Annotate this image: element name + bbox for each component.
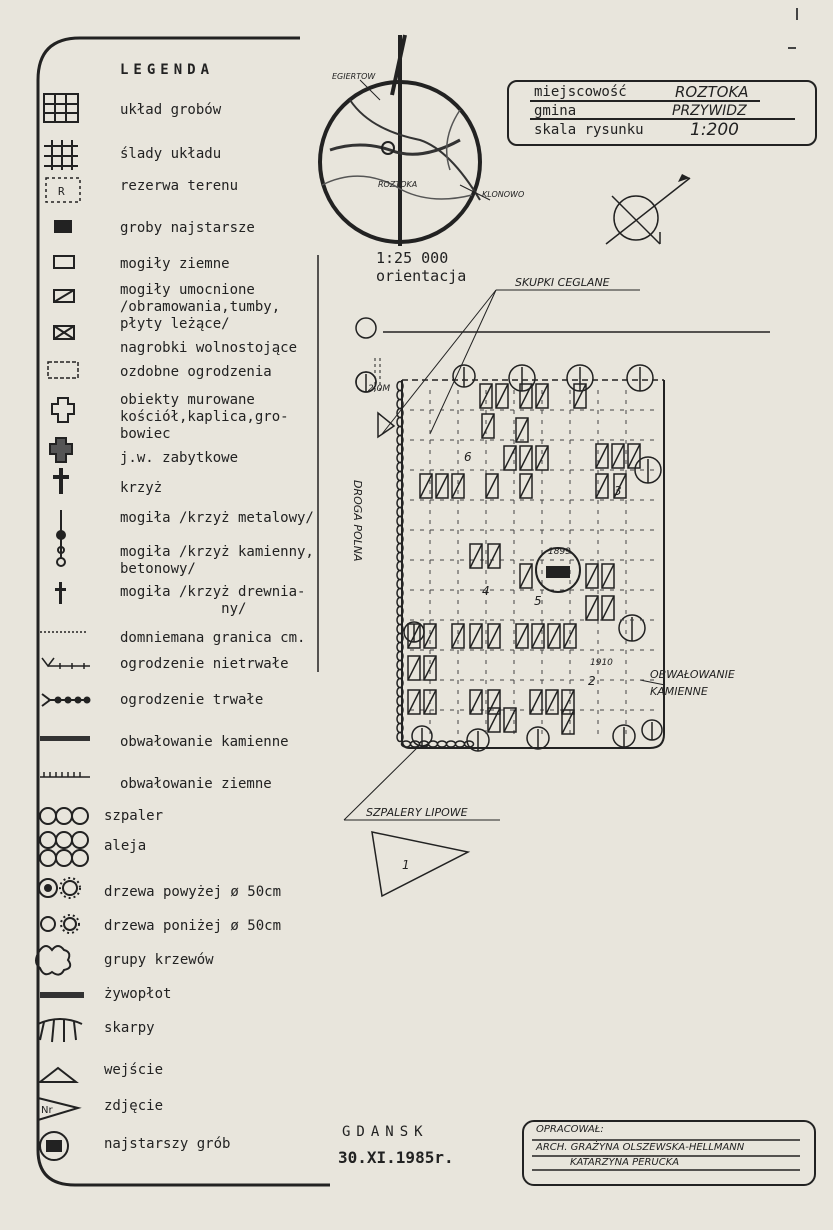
legend-label-stone-cross: mogiła /krzyż kamienny, betonowy/	[120, 544, 314, 577]
grave-slash	[628, 444, 640, 468]
grave-slash	[602, 564, 614, 588]
photo-number-2: 2	[588, 674, 596, 688]
grave-slash	[516, 624, 528, 648]
author-2: KATARZYNA PERUCKA	[570, 1157, 680, 1168]
scale-value: 1:200	[690, 120, 739, 140]
grave-slash	[470, 624, 482, 648]
grave-slash	[496, 384, 508, 408]
legend-label-empty-rect: mogiły ziemne	[120, 256, 230, 272]
legend-label-shrub: grupy krzewów	[104, 952, 214, 968]
footer-date: 30.XI.1985r.	[338, 1148, 454, 1167]
legend-label-slashed-rect: mogiły umocnione /obramowania,tumby, płyty leżące/	[120, 282, 281, 332]
grave-slash	[504, 446, 516, 470]
label-lime-rows: SZPALERY LIPOWE	[366, 806, 468, 819]
label-field-road: DROGA POLNA	[351, 480, 364, 562]
grave-slash	[488, 624, 500, 648]
legend-label-big-tree: drzewa powyżej ø 50cm	[104, 884, 282, 900]
svg-text:R: R	[58, 185, 65, 198]
legend-label-hedge-row: szpaler	[104, 808, 164, 824]
grave-slash	[488, 544, 500, 568]
legend-label-small-tree: drzewa poniżej ø 50cm	[104, 918, 282, 934]
fence-bead	[447, 741, 456, 747]
label-brick-piles: SKUPKI CEGLANE	[515, 276, 610, 289]
legend-title: LEGENDA	[120, 62, 215, 78]
legend-label-filled-rect: groby najstarsze	[120, 220, 255, 236]
legend-label-earth-embankment: obwałowanie ziemne	[120, 776, 272, 792]
photo-number-5: 5	[534, 594, 542, 608]
photo-number-4: 4	[482, 584, 490, 598]
grave-slash	[564, 624, 576, 648]
scale-label: skala rysunku	[534, 122, 644, 138]
legend-label-church: obiekty murowane kościół,kaplica,gro- bowiec	[120, 392, 289, 442]
grave-slash	[520, 564, 532, 588]
grave-slash	[586, 564, 598, 588]
legend-label-stone-embankment: obwałowanie kamienne	[120, 734, 289, 750]
grave-slash	[520, 446, 532, 470]
grave-slash	[520, 474, 532, 498]
legend-label-hedge: żywopłot	[104, 986, 172, 1002]
grave-slash	[536, 384, 548, 408]
legend-label-oldest-grave: najstarszy grób	[104, 1136, 231, 1152]
grave-slash	[532, 624, 544, 648]
footer-city: GDANSK	[342, 1124, 429, 1140]
place-roztoka: ROZTOKA	[378, 180, 418, 189]
legend-label-alley: aleja	[104, 838, 147, 854]
commune-value: PRZYWIDZ	[672, 103, 747, 119]
grave-slash	[596, 474, 608, 498]
grave-slash	[602, 596, 614, 620]
orientation-label: orientacja	[376, 267, 467, 285]
grave-slash	[408, 656, 420, 680]
commune-label: gmina	[534, 103, 577, 119]
fence-bead	[456, 741, 465, 747]
photo-number-6: 6	[464, 450, 472, 464]
photo-number-1: 1	[402, 858, 410, 872]
year-1899: 1899	[548, 547, 571, 557]
place-label: miejscowość	[534, 84, 627, 100]
grave-slash	[486, 474, 498, 498]
grave-slash	[612, 444, 624, 468]
author-1: ARCH. GRAŻYNA OLSZEWSKA-HELLMANN	[536, 1142, 745, 1153]
grave-slash	[586, 596, 598, 620]
legend-label-reserve: rezerwa terenu	[120, 178, 239, 194]
grave-slash	[536, 446, 548, 470]
grave-slash	[470, 544, 482, 568]
label-stone-embankment: OBWAŁOWANIE KAMIENNE	[650, 668, 735, 698]
legend-label-temp-fence: ogrodzenie nietrwałe	[120, 656, 289, 672]
legend-label-fence: ogrodzenie trwałe	[120, 692, 264, 708]
legend-label-slope: skarpy	[104, 1020, 155, 1036]
photo-number-3: 3	[614, 484, 622, 498]
legend-label-dotted-line: domniemana granica cm.	[120, 630, 306, 646]
legend-label-entrance: wejście	[104, 1062, 164, 1078]
legend-label-dashed-rect: ozdobne ogrodzenia	[120, 364, 272, 380]
legend-label-metal-cross: mogiła /krzyż metalowy/	[120, 510, 314, 526]
grave-slash	[482, 414, 494, 438]
label-road-width: 2,0M	[368, 384, 391, 394]
grave-slash	[548, 624, 560, 648]
place-value: ROZTOKA	[675, 83, 749, 101]
legend-label-crossed-rect: nagrobki wolnostojące	[120, 340, 298, 356]
legend-label-photo: zdjęcie	[104, 1098, 164, 1114]
grave-slash	[420, 474, 432, 498]
legend-label-wood-cross: mogiła /krzyż drewnia- ny/	[120, 584, 306, 617]
legend-label-church-historic: j.w. zabytkowe	[120, 450, 239, 466]
fence-bead	[438, 741, 447, 747]
grave-slash	[516, 418, 528, 442]
grave-slash	[596, 444, 608, 468]
legend-label-grid-trace: ślady układu	[120, 146, 222, 162]
place-klonowo: KLONOWO	[482, 190, 525, 199]
grave-slash	[436, 474, 448, 498]
grave-slash	[480, 384, 492, 408]
place-egiertow: EGIERTOW	[332, 72, 376, 81]
year-1910: 1910	[590, 658, 613, 668]
photo-nr-label: Nr	[41, 1105, 53, 1116]
grave-slash	[424, 624, 436, 648]
legend-label-cross: krzyż	[120, 480, 163, 496]
legend-label-grid: układ grobów	[120, 102, 222, 118]
prepared-by-label: OPRACOWAŁ:	[536, 1124, 604, 1135]
orientation-scale: 1:25 000	[376, 249, 449, 267]
grave-slash	[452, 474, 464, 498]
grave-slash	[452, 624, 464, 648]
grave-slash	[424, 656, 436, 680]
